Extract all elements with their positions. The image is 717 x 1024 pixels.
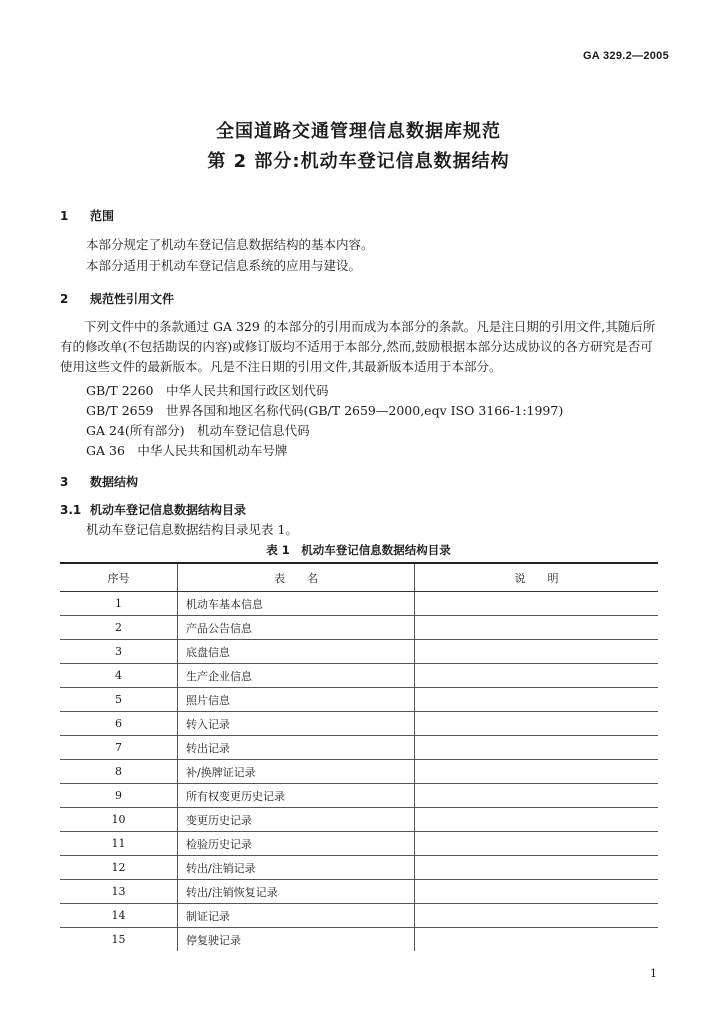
page-number: 1	[650, 967, 657, 980]
table-row	[60, 928, 658, 952]
section-1-para-2: 本部分适用于机动车登记信息系统的应用与建设。	[86, 258, 362, 273]
section-number: 2	[60, 292, 69, 306]
subsection-number: 3.1	[60, 503, 82, 517]
section-2-paragraph: 下列文件中的条款通过 GA 329 的本部分的引用而成为本部分的条款。凡是注日期的引用文件,其随后所有的修改单(不包括勘误的内容)或修订版均不适用于本部分,然而,鼓励根据本部分达成协议的各方研究是否可使用这些文件的最新版本。凡是不注日期的引用文件,其最新版本适用于本部分。	[60, 319, 656, 374]
row-description-cell	[415, 904, 659, 928]
row-table-name-cell: 变更历史记录	[178, 808, 415, 832]
table-row	[60, 784, 658, 808]
normative-reference: GA 24(所有部分) 机动车登记信息代码	[86, 423, 310, 438]
table-row	[60, 736, 658, 760]
column-header-table-name: 表 名	[178, 563, 415, 592]
table-row	[60, 832, 658, 856]
table-row	[60, 640, 658, 664]
section-1-heading	[60, 207, 114, 224]
row-description-cell	[415, 808, 659, 832]
table-header-row	[60, 563, 658, 592]
table-row	[60, 880, 658, 904]
row-seq-cell: 9	[60, 784, 178, 808]
table-row	[60, 760, 658, 784]
row-seq-cell: 14	[60, 904, 178, 928]
document-title-line1: 全国道路交通管理信息数据库规范	[216, 121, 501, 142]
section-title: 数据结构	[90, 475, 139, 489]
row-table-name-cell: 生产企业信息	[178, 664, 415, 688]
row-table-name-cell: 停复驶记录	[178, 928, 415, 952]
normative-reference: GA 36 中华人民共和国机动车号牌	[86, 443, 288, 458]
row-description-cell	[415, 688, 659, 712]
row-table-name-cell: 底盘信息	[178, 640, 415, 664]
normative-reference: GB/T 2260 中华人民共和国行政区划代码	[86, 383, 329, 398]
normative-reference: GB/T 2659 世界各国和地区名称代码(GB/T 2659—2000,eqv ISO 3166-1:1997)	[86, 403, 564, 418]
row-table-name-cell: 补/换牌证记录	[178, 760, 415, 784]
row-table-name-cell: 转入记录	[178, 712, 415, 736]
table-row	[60, 808, 658, 832]
row-table-name-cell: 制证记录	[178, 904, 415, 928]
row-description-cell	[415, 928, 659, 952]
table-row	[60, 856, 658, 880]
row-table-name-cell: 照片信息	[178, 688, 415, 712]
row-table-name-cell: 所有权变更历史记录	[178, 784, 415, 808]
row-description-cell	[415, 592, 659, 616]
data-structure-catalog-table	[60, 562, 658, 951]
table-row	[60, 592, 658, 616]
row-description-cell	[415, 664, 659, 688]
row-description-cell	[415, 880, 659, 904]
table-row	[60, 712, 658, 736]
row-description-cell	[415, 832, 659, 856]
section-3-heading	[60, 473, 138, 490]
row-table-name-cell: 转出/注销记录	[178, 856, 415, 880]
section-number: 3	[60, 475, 69, 489]
column-header-seq: 序号	[60, 563, 178, 592]
table-row	[60, 664, 658, 688]
row-description-cell	[415, 712, 659, 736]
row-seq-cell: 5	[60, 688, 178, 712]
subsection-3-1-heading	[60, 501, 246, 518]
section-1-para-1: 本部分规定了机动车登记信息数据结构的基本内容。	[86, 237, 374, 252]
subsection-3-1-para: 机动车登记信息数据结构目录见表 1。	[86, 522, 298, 537]
row-seq-cell: 3	[60, 640, 178, 664]
subsection-title: 机动车登记信息数据结构目录	[90, 503, 247, 517]
section-title: 规范性引用文件	[90, 292, 175, 306]
column-header-description: 说 明	[415, 563, 659, 592]
row-seq-cell: 15	[60, 928, 178, 952]
section-title: 范围	[90, 209, 115, 223]
section-number: 1	[60, 209, 69, 223]
row-description-cell	[415, 784, 659, 808]
row-seq-cell: 8	[60, 760, 178, 784]
row-seq-cell: 13	[60, 880, 178, 904]
row-table-name-cell: 检验历史记录	[178, 832, 415, 856]
row-description-cell	[415, 736, 659, 760]
row-seq-cell: 2	[60, 616, 178, 640]
row-description-cell	[415, 856, 659, 880]
section-2-heading	[60, 290, 174, 307]
row-seq-cell: 7	[60, 736, 178, 760]
row-seq-cell: 4	[60, 664, 178, 688]
document-title-line2: 第 2 部分:机动车登记信息数据结构	[207, 151, 510, 172]
row-table-name-cell: 转出/注销恢复记录	[178, 880, 415, 904]
table-row	[60, 688, 658, 712]
row-seq-cell: 6	[60, 712, 178, 736]
row-seq-cell: 1	[60, 592, 178, 616]
row-table-name-cell: 机动车基本信息	[178, 592, 415, 616]
row-description-cell	[415, 616, 659, 640]
table-row	[60, 616, 658, 640]
row-table-name-cell: 转出记录	[178, 736, 415, 760]
row-description-cell	[415, 760, 659, 784]
row-seq-cell: 12	[60, 856, 178, 880]
table-row	[60, 904, 658, 928]
standard-number: GA 329.2—2005	[582, 50, 669, 62]
row-table-name-cell: 产品公告信息	[178, 616, 415, 640]
row-seq-cell: 10	[60, 808, 178, 832]
row-seq-cell: 11	[60, 832, 178, 856]
row-description-cell	[415, 640, 659, 664]
table-caption: 表 1 机动车登记信息数据结构目录	[266, 543, 451, 557]
